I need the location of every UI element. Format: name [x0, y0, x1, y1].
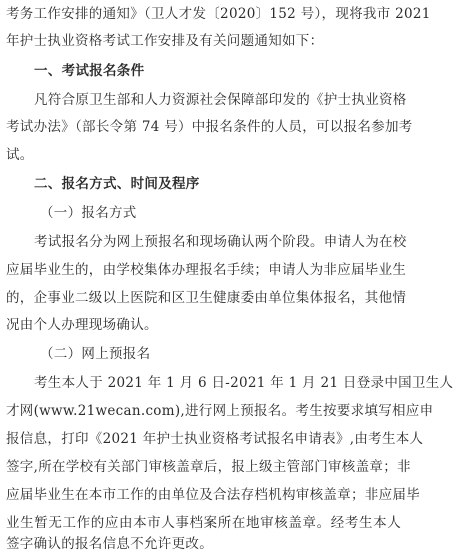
paragraph-line-13: 签字,所在学校有关部门审核盖章后，报上级主管部门审核盖章；非	[6, 459, 411, 475]
paragraph-line-5: 试。	[6, 147, 34, 163]
section-heading-1: 一、考试报名条件	[34, 63, 145, 79]
paragraph-line-3: 凡符合原卫生部和人力资源社会保障部印发的《护士执业资格	[34, 92, 407, 108]
paragraph-line-10: 考生本人于 2021 年 1 月 6 日-2021 年 1 月 21 日登录中国卫生人	[34, 375, 453, 391]
paragraph-line-9: 况由个人办理现场确认。	[6, 317, 158, 333]
paragraph-line-14: 应届毕业生在本市工作的由单位及合法存档机构审核盖章；非应届毕	[6, 487, 420, 503]
paragraph-line-4: 考试办法》（部长令第 74 号）中报名条件的人员，可以报名参加考	[6, 119, 413, 135]
paragraph-line-16: 签字确认的报名信息不允许更改。	[6, 536, 213, 552]
paragraph-line-12: 报信息，打印《2021 年护士执业资格考试报名申请表》,由考生本人	[6, 431, 424, 447]
paragraph-line-2: 年护士执业资格考试工作安排及有关问题通知如下：	[6, 33, 324, 49]
paragraph-line-7: 应届毕业生的，由学校集体办理报名手续；申请人为非应届毕业生	[6, 262, 407, 278]
paragraph-line-11: 才网(www.21wecan.com),进行网上预报名。考生按要求填写相应申	[6, 403, 434, 419]
paragraph-line-15: 业生暂无工作的应由本市人事档案所在地审核盖章。经考生本人	[6, 515, 401, 531]
section-heading-2: 二、报名方式、时间及程序	[34, 176, 200, 192]
subsection-heading-2: （二）网上预报名	[40, 346, 151, 362]
subsection-heading-1: （一）报名方式	[40, 205, 137, 221]
paragraph-line-8: 的，企事业二级以上医院和区卫生健康委由单位集体报名，其他情	[6, 290, 407, 306]
paragraph-line-1: 考务工作安排的通知》（卫人才发〔2020〕152 号），现将我市 2021	[6, 6, 431, 22]
paragraph-line-6: 考试报名分为网上预报名和现场确认两个阶段。申请人为在校	[34, 234, 407, 250]
